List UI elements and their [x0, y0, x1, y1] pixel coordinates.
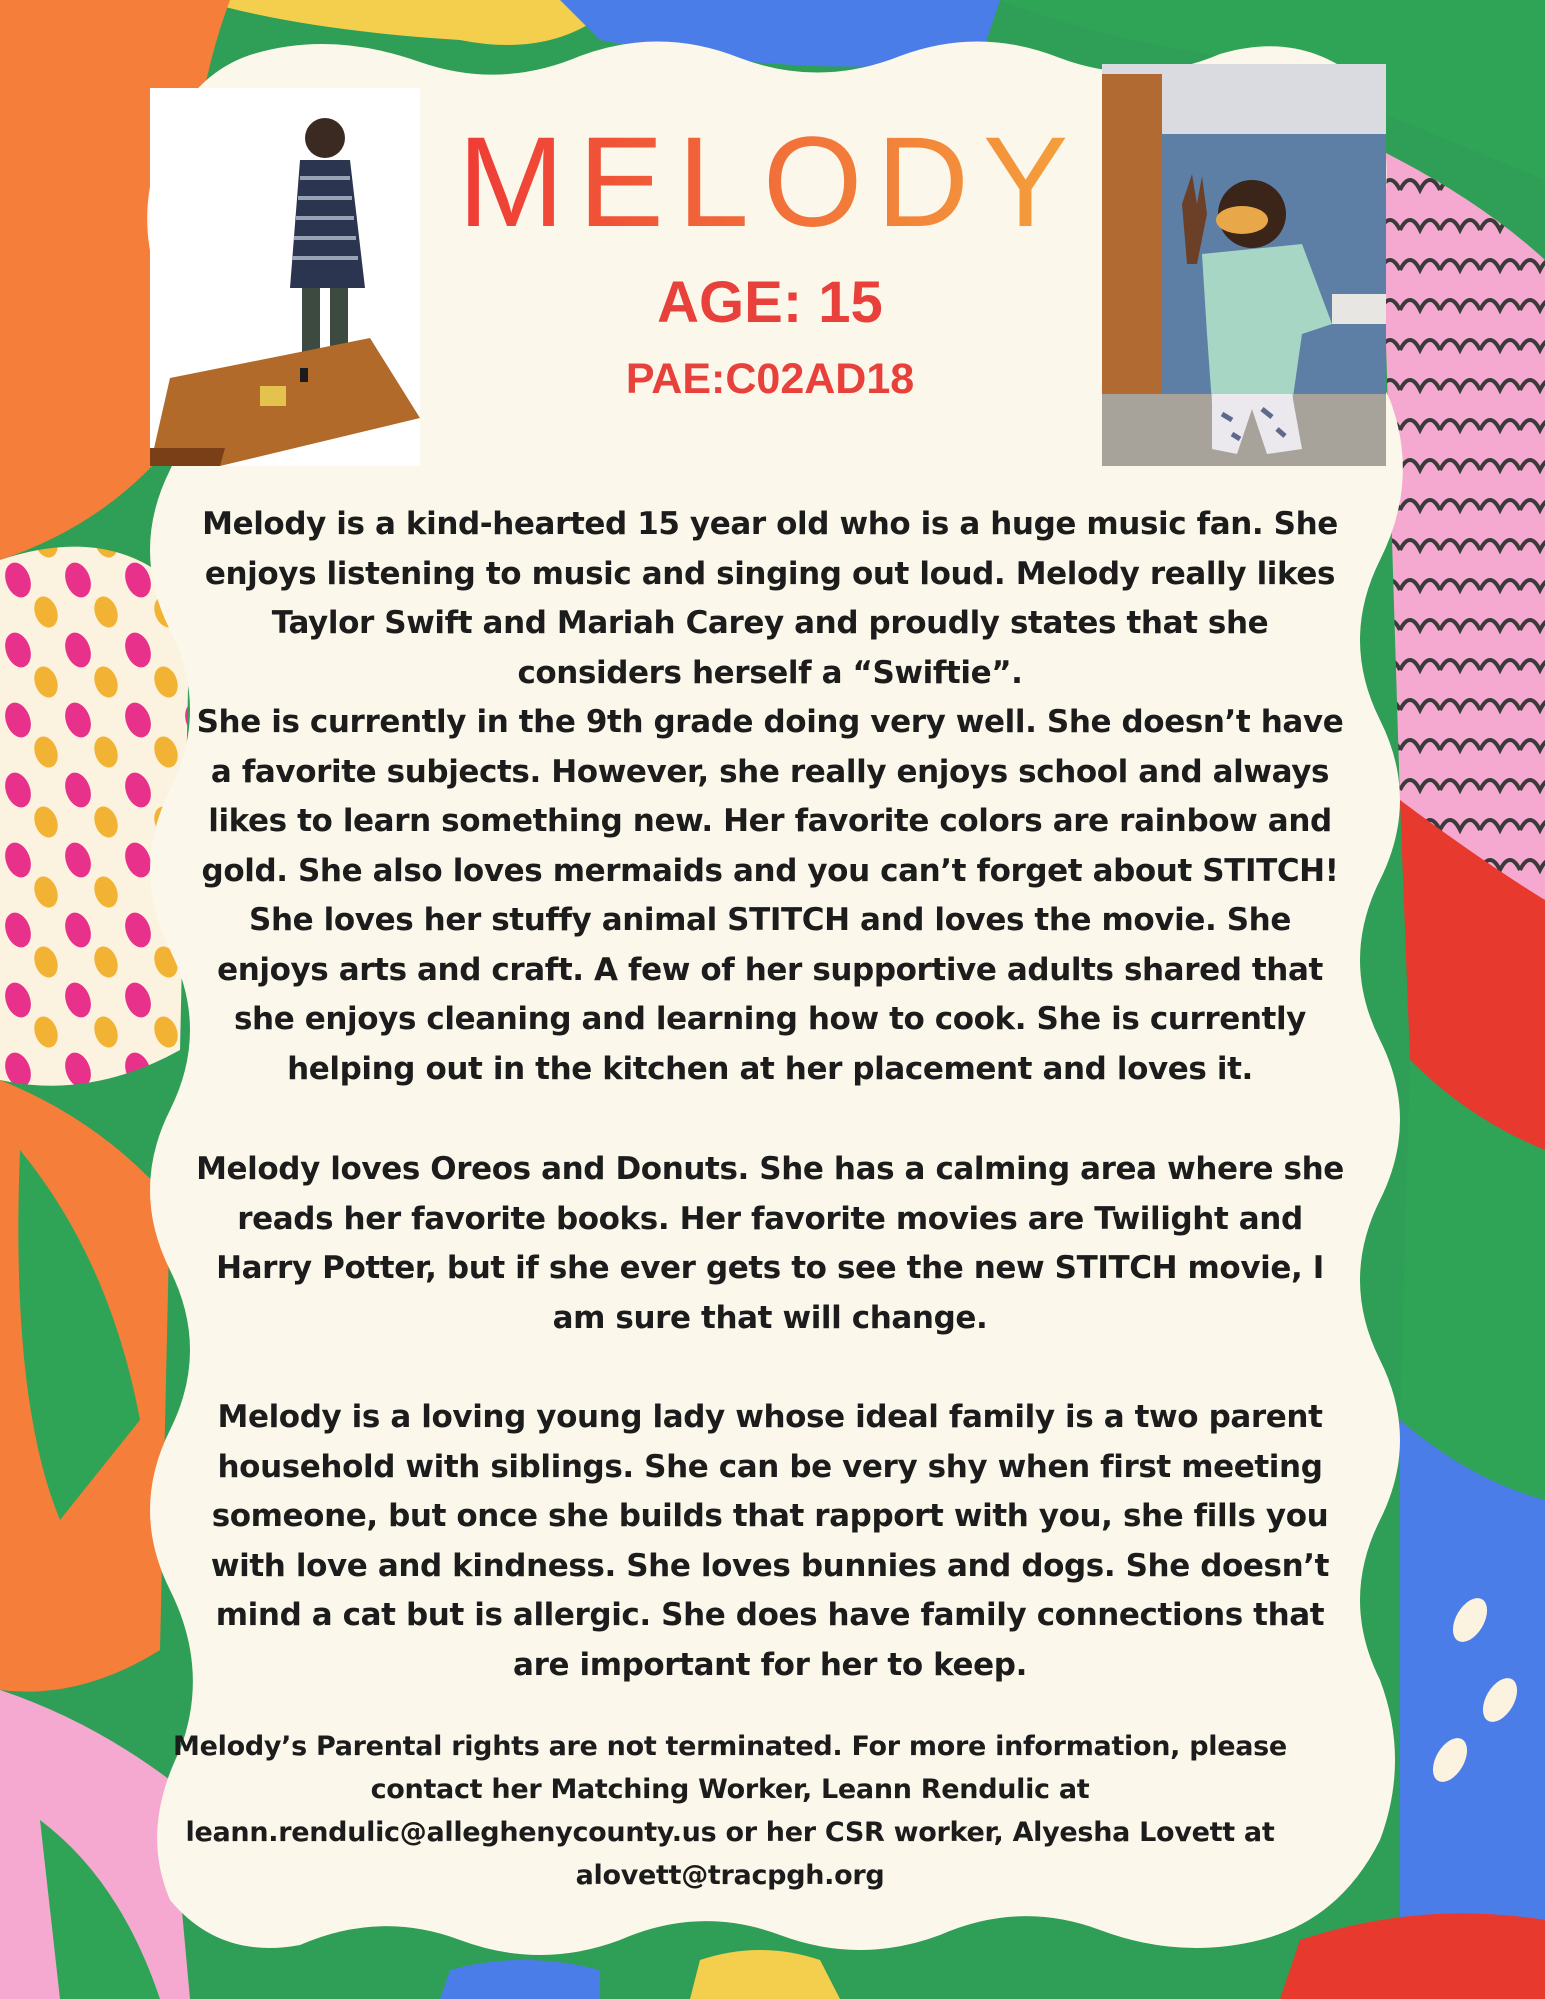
age-label: AGE: 15 — [657, 270, 883, 335]
bio-paragraph-1-text: Melody is a kind-hearted 15 year old who is a huge music fan. She enjoys listening to music and singing out loud. Melody really likes Taylor Swift and Mariah Carey and proudly states that she considers herself a “Swiftie”. — [202, 506, 1338, 691]
bio-paragraph-1 — [195, 500, 1345, 1094]
bio-paragraph-3: Melody is a loving young lady whose ideal family is a two parent household with siblings. She can be very shy when first meeting someone, but once she builds that rapport with you, she fills you with love and kindness. She loves bunnies and dogs. She doesn’t mind a cat but is allergic. She does have family connections that are important for her to keep. — [210, 1399, 1330, 1683]
name-title-text: MELODY — [457, 111, 1083, 254]
photo-girl-standing-by-table — [150, 88, 420, 466]
pae-code: PAE:C02AD18 — [625, 355, 915, 403]
bio-paragraph-1b-text: She is currently in the 9th grade doing very well. She doesn’t have a favorite subjects. However, she really enjoys school and always likes to learn something new. Her favorite colors are rainbow and gold. She also loves mermaids and you can’t forget about STITCH! She loves her stuffy animal STITCH and loves the movie. She enjoys arts and craft. A few of her supportive adults shared that she enjoys cleaning and learning how to cook. She is currently helping out in the kitchen at her placement and loves it. — [196, 704, 1344, 1087]
page-title — [440, 108, 1100, 258]
contact-info: Melody’s Parental rights are not terminated. For more information, please contact her Matching Worker, Leann Rendulic at leann.rendulic@alleghenycounty.us or her CSR worker, Alyesha Lovett at alovett@tracpgh.org — [173, 1731, 1287, 1891]
bio-paragraph-2: Melody loves Oreos and Donuts. She has a calming area where she reads her favorite books. Her favorite movies are Twilight and Harry Potter, but if she ever gets to see the new STITCH movie, I am sure that will change. — [196, 1151, 1344, 1336]
photo-girl-peace-sign — [1102, 64, 1386, 466]
